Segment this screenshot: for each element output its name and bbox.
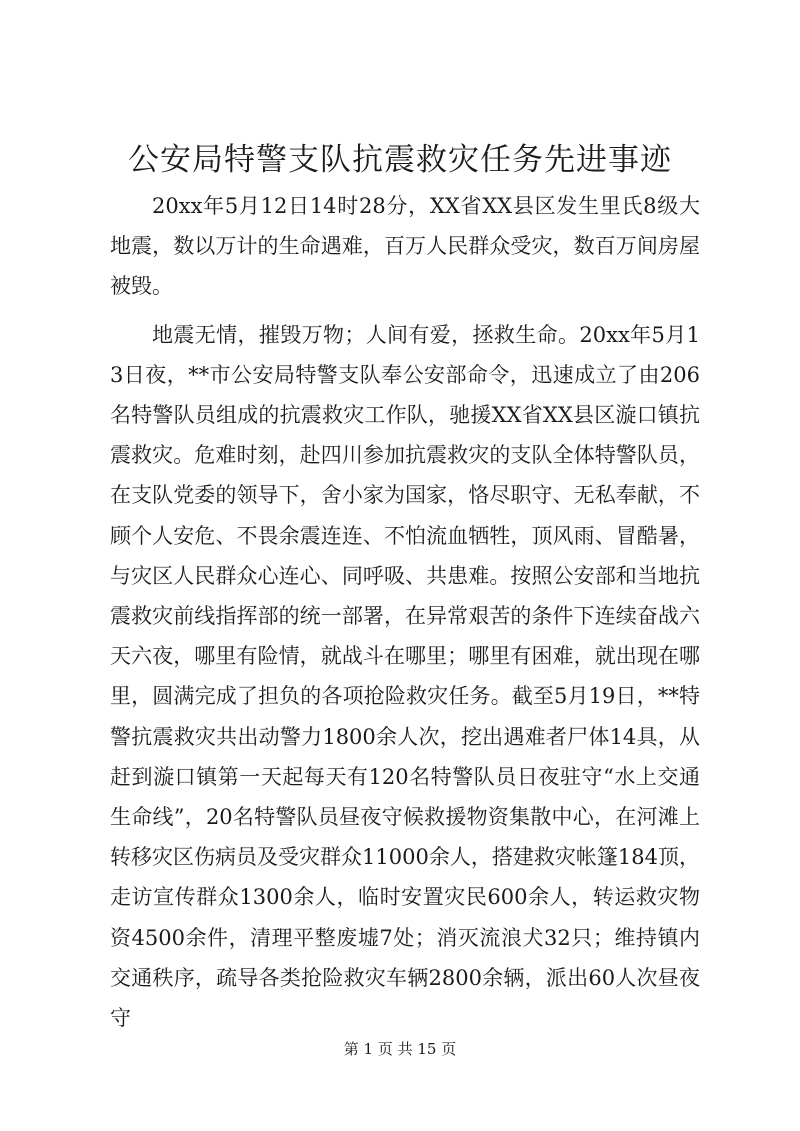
page-title: 公安局特警支队抗震救灾任务先进事迹	[128, 142, 672, 178]
document-body	[110, 186, 700, 1038]
paragraph-1: 20xx年5月12日14时28分，XX省XX县区发生里氏8级大地震，数以万计的生命遇难，百万人民群众受灾，数百万间房屋被毁。	[110, 194, 700, 299]
page-number-footer: 第 1 页 共 15 页	[343, 1040, 457, 1058]
paragraph-2: 地震无情，摧毁万物；人间有爱，拯救生命。20xx年5月13日夜，**市公安局特警支队奉公安部命令，迅速成立了由206名特警队员组成的抗震救灾工作队，驰援XX省XX县区漩口镇抗震救灾。危难时刻，赴四川参加抗震救灾的支队全体特警队员，在支队党委的领导下，舍小家为国家，恪尽职守、无私奉献，不顾个人安危、不畏余震连连、不怕流血牺牲，顶风雨、冒酷暑，与灾区人民群众心连心、同呼吸、共患难。按照公安部和当地抗震救灾前线指挥部的统一部署，在异常艰苦的条件下连续奋战六天六夜，哪里有险情，就战斗在哪里；哪里有困难，就出现在哪里，圆满完成了担负的各项抢险救灾任务。截至5月19日，**特警抗震救灾共出动警力1800余人次，挖出遇难者尸体14具，从赶到漩口镇第一天起每天有120名特警队员日夜驻守“水上交通生命线”，20名特警队员昼夜守候救援物资集散中心，在河滩上转移灾区伤病员及受灾群众11000余人，搭建救灾帐篷184顶，走访宣传群众1300余人，临时安置灾民600余人，转运救灾物资4500余件，清理平整废墟7处；消灭流浪犬32只；维持镇内交通秩序，疏导各类抢险救灾车辆2800余辆，派出60人次昼夜守	[110, 322, 700, 1031]
